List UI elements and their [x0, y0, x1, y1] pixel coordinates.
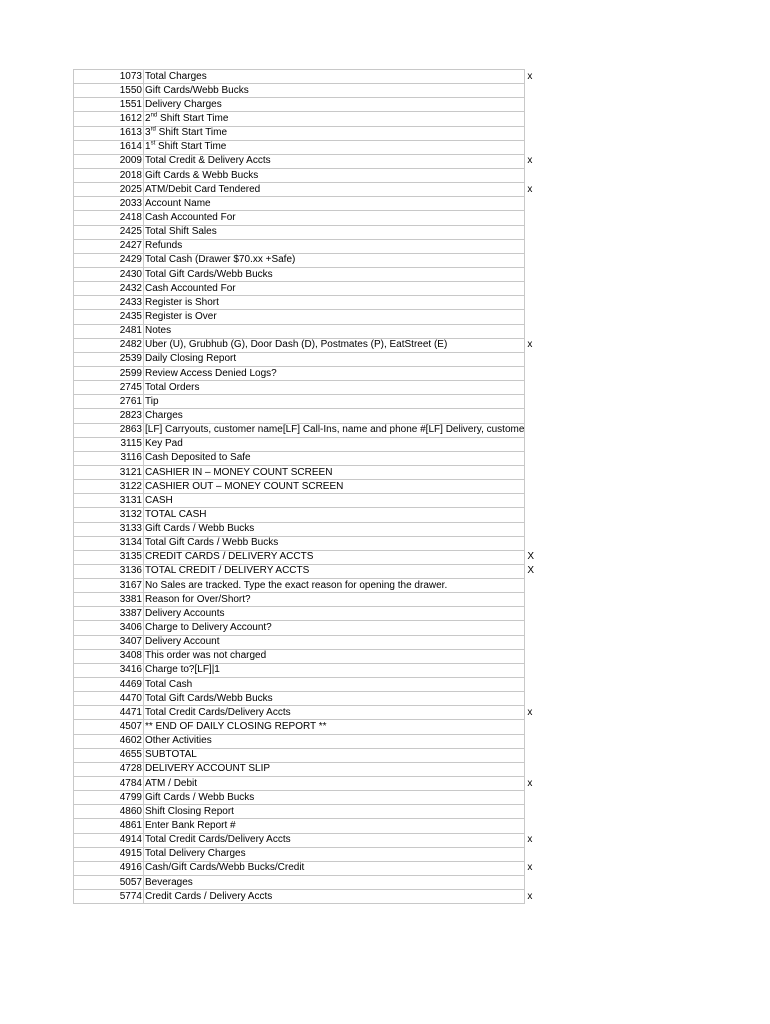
table-row — [74, 338, 566, 352]
row-id-cell: 2435 — [74, 310, 144, 324]
table-row — [74, 663, 566, 677]
row-flag-cell — [525, 508, 566, 522]
row-label-cell — [144, 140, 525, 154]
row-label-cell: Register is Short — [144, 296, 525, 310]
label-rest: Shift Start Time — [157, 112, 229, 124]
row-id-cell: 4507 — [74, 720, 144, 734]
row-label-cell: TOTAL CASH — [144, 508, 525, 522]
row-id-cell: 4916 — [74, 861, 144, 875]
row-id-cell: 4470 — [74, 692, 144, 706]
row-id-cell: 2433 — [74, 296, 144, 310]
row-flag-cell — [525, 692, 566, 706]
row-id-cell: 3131 — [74, 494, 144, 508]
row-label-cell: Daily Closing Report — [144, 352, 525, 366]
row-id-cell: 2018 — [74, 168, 144, 182]
table-row — [74, 282, 566, 296]
row-label-cell: Review Access Denied Logs? — [144, 366, 525, 380]
table-row — [74, 70, 566, 84]
row-flag-cell — [525, 593, 566, 607]
label-rest: Shift Start Time — [155, 127, 228, 139]
row-id-cell: 2033 — [74, 197, 144, 211]
row-id-cell: 3135 — [74, 550, 144, 564]
row-flag-cell: x — [525, 890, 566, 904]
table-row — [74, 536, 566, 550]
row-label-cell: Total Charges — [144, 70, 525, 84]
label-rest: Shift Start Time — [155, 141, 227, 153]
row-label-cell: Total Orders — [144, 381, 525, 395]
row-flag-cell — [525, 465, 566, 479]
row-flag-cell — [525, 282, 566, 296]
row-flag-cell — [525, 847, 566, 861]
table-row — [74, 720, 566, 734]
row-flag-cell — [525, 451, 566, 465]
table-row — [74, 423, 566, 437]
row-flag-cell — [525, 168, 566, 182]
row-flag-cell — [525, 225, 566, 239]
row-flag-cell — [525, 98, 566, 112]
row-id-cell: 4471 — [74, 706, 144, 720]
table-row — [74, 833, 566, 847]
table-row — [74, 762, 566, 776]
row-id-cell: 4914 — [74, 833, 144, 847]
table-row — [74, 84, 566, 98]
ordinal-number: 3 — [145, 127, 151, 139]
row-id-cell: 3121 — [74, 465, 144, 479]
row-flag-cell — [525, 395, 566, 409]
table-row — [74, 437, 566, 451]
row-label-cell: Uber (U), Grubhub (G), Door Dash (D), Postmates (P), EatStreet (E) — [144, 338, 525, 352]
row-label-cell: Total Shift Sales — [144, 225, 525, 239]
row-flag-cell — [525, 239, 566, 253]
row-id-cell: 2429 — [74, 253, 144, 267]
row-id-cell: 4861 — [74, 819, 144, 833]
row-id-cell: 4728 — [74, 762, 144, 776]
row-label-cell: Total Gift Cards / Webb Bucks — [144, 536, 525, 550]
table-row — [74, 480, 566, 494]
table-row — [74, 465, 566, 479]
row-flag-cell — [525, 607, 566, 621]
table-row — [74, 310, 566, 324]
row-label-cell — [144, 126, 525, 140]
row-label-cell: Delivery Charges — [144, 98, 525, 112]
row-flag-cell: x — [525, 777, 566, 791]
row-flag-cell — [525, 579, 566, 593]
table-row — [74, 395, 566, 409]
row-flag-cell — [525, 480, 566, 494]
table-row — [74, 621, 566, 635]
row-flag-cell — [525, 635, 566, 649]
row-id-cell: 2599 — [74, 366, 144, 380]
row-flag-cell — [525, 649, 566, 663]
row-flag-cell — [525, 409, 566, 423]
string-id-table — [73, 69, 565, 904]
row-id-cell: 4915 — [74, 847, 144, 861]
row-label-cell — [144, 112, 525, 126]
table-row — [74, 267, 566, 281]
row-label-cell: Total Credit Cards/Delivery Accts — [144, 706, 525, 720]
row-flag-cell — [525, 253, 566, 267]
row-id-cell: 5057 — [74, 876, 144, 890]
row-flag-cell — [525, 324, 566, 338]
row-flag-cell — [525, 748, 566, 762]
row-label-cell: ** END OF DAILY CLOSING REPORT ** — [144, 720, 525, 734]
row-flag-cell — [525, 267, 566, 281]
ordinal-suffix: nd — [150, 112, 158, 119]
ordinal-number: 2 — [145, 112, 151, 124]
row-flag-cell — [525, 296, 566, 310]
row-label-cell: Key Pad — [144, 437, 525, 451]
table-row — [74, 706, 566, 720]
row-flag-cell: x — [525, 154, 566, 168]
row-id-cell: 3387 — [74, 607, 144, 621]
row-label-cell: No Sales are tracked. Type the exact reason for opening the drawer. — [144, 579, 525, 593]
row-id-cell: 3133 — [74, 522, 144, 536]
row-id-cell: 1073 — [74, 70, 144, 84]
table-row — [74, 890, 566, 904]
row-id-cell: 3416 — [74, 663, 144, 677]
table-row — [74, 635, 566, 649]
row-id-cell: 3381 — [74, 593, 144, 607]
table-row — [74, 593, 566, 607]
row-flag-cell — [525, 805, 566, 819]
row-flag-cell — [525, 423, 566, 437]
table-row — [74, 168, 566, 182]
row-id-cell: 1614 — [74, 140, 144, 154]
table-row — [74, 409, 566, 423]
table-row — [74, 126, 566, 140]
table-row — [74, 225, 566, 239]
row-label-cell: CASHIER OUT – MONEY COUNT SCREEN — [144, 480, 525, 494]
row-label-cell: Total Cash (Drawer $70.xx +Safe) — [144, 253, 525, 267]
row-label-cell: Gift Cards & Webb Bucks — [144, 168, 525, 182]
row-flag-cell — [525, 791, 566, 805]
row-flag-cell — [525, 536, 566, 550]
table-row — [74, 239, 566, 253]
row-label-cell: Cash Accounted For — [144, 282, 525, 296]
row-id-cell: 2761 — [74, 395, 144, 409]
table-row — [74, 564, 566, 578]
row-flag-cell — [525, 522, 566, 536]
table-row — [74, 791, 566, 805]
row-flag-cell — [525, 381, 566, 395]
table-row — [74, 692, 566, 706]
table-row — [74, 508, 566, 522]
row-label-cell: Gift Cards / Webb Bucks — [144, 522, 525, 536]
table-row — [74, 112, 566, 126]
row-flag-cell — [525, 663, 566, 677]
row-id-cell: 3115 — [74, 437, 144, 451]
table-row — [74, 805, 566, 819]
row-flag-cell — [525, 211, 566, 225]
row-id-cell: 3122 — [74, 480, 144, 494]
row-flag-cell — [525, 197, 566, 211]
row-id-cell: 2432 — [74, 282, 144, 296]
table-row — [74, 607, 566, 621]
row-label-cell: ATM / Debit — [144, 777, 525, 791]
table-row — [74, 678, 566, 692]
row-id-cell: 2418 — [74, 211, 144, 225]
table-row — [74, 183, 566, 197]
row-label-cell: Gift Cards / Webb Bucks — [144, 791, 525, 805]
row-flag-cell — [525, 762, 566, 776]
row-label-cell: TOTAL CREDIT / DELIVERY ACCTS — [144, 564, 525, 578]
row-id-cell: 3167 — [74, 579, 144, 593]
table-row — [74, 366, 566, 380]
table-row — [74, 734, 566, 748]
row-label-cell: [LF] Carryouts, customer name[LF] Call-Ins, name and phone #[LF] Delivery, custome — [144, 423, 525, 437]
row-label-cell: Cash Accounted For — [144, 211, 525, 225]
row-label-cell: SUBTOTAL — [144, 748, 525, 762]
table-row — [74, 352, 566, 366]
row-id-cell: 3116 — [74, 451, 144, 465]
row-label-cell: Total Gift Cards/Webb Bucks — [144, 692, 525, 706]
row-flag-cell — [525, 494, 566, 508]
row-id-cell: 2481 — [74, 324, 144, 338]
table-row — [74, 876, 566, 890]
row-id-cell: 1551 — [74, 98, 144, 112]
table-row — [74, 847, 566, 861]
table-row — [74, 819, 566, 833]
row-label-cell: CREDIT CARDS / DELIVERY ACCTS — [144, 550, 525, 564]
row-id-cell: 2430 — [74, 267, 144, 281]
row-id-cell: 3406 — [74, 621, 144, 635]
row-id-cell: 2539 — [74, 352, 144, 366]
row-label-cell: Total Credit Cards/Delivery Accts — [144, 833, 525, 847]
row-flag-cell — [525, 140, 566, 154]
row-flag-cell — [525, 678, 566, 692]
row-label-cell: Register is Over — [144, 310, 525, 324]
row-id-cell: 1612 — [74, 112, 144, 126]
row-label-cell: Gift Cards/Webb Bucks — [144, 84, 525, 98]
row-label-cell: Delivery Account — [144, 635, 525, 649]
row-id-cell: 2009 — [74, 154, 144, 168]
table-row — [74, 522, 566, 536]
row-label-cell: Total Delivery Charges — [144, 847, 525, 861]
table-row — [74, 211, 566, 225]
row-flag-cell — [525, 621, 566, 635]
row-flag-cell — [525, 352, 566, 366]
row-label-cell: Reason for Over/Short? — [144, 593, 525, 607]
row-label-cell: Account Name — [144, 197, 525, 211]
row-label-cell: DELIVERY ACCOUNT SLIP — [144, 762, 525, 776]
row-id-cell: 4860 — [74, 805, 144, 819]
row-flag-cell — [525, 310, 566, 324]
row-id-cell: 4799 — [74, 791, 144, 805]
row-id-cell: 3408 — [74, 649, 144, 663]
row-flag-cell — [525, 126, 566, 140]
row-flag-cell — [525, 819, 566, 833]
row-flag-cell: x — [525, 183, 566, 197]
row-flag-cell — [525, 734, 566, 748]
row-id-cell: 1613 — [74, 126, 144, 140]
row-flag-cell — [525, 366, 566, 380]
row-id-cell: 4469 — [74, 678, 144, 692]
row-label-cell: CASH — [144, 494, 525, 508]
row-label-cell: Cash/Gift Cards/Webb Bucks/Credit — [144, 861, 525, 875]
row-label-cell: Total Credit & Delivery Accts — [144, 154, 525, 168]
table-row — [74, 649, 566, 663]
table-row — [74, 451, 566, 465]
row-flag-cell: x — [525, 861, 566, 875]
row-label-cell: CASHIER IN – MONEY COUNT SCREEN — [144, 465, 525, 479]
row-label-cell: This order was not charged — [144, 649, 525, 663]
ordinal-suffix: st — [150, 140, 156, 147]
row-id-cell: 2482 — [74, 338, 144, 352]
row-id-cell: 3136 — [74, 564, 144, 578]
row-id-cell: 3132 — [74, 508, 144, 522]
row-label-cell: Total Cash — [144, 678, 525, 692]
row-label-cell: Other Activities — [144, 734, 525, 748]
row-flag-cell: X — [525, 564, 566, 578]
table-row — [74, 140, 566, 154]
row-id-cell: 2745 — [74, 381, 144, 395]
row-id-cell: 3407 — [74, 635, 144, 649]
row-label-cell: Charges — [144, 409, 525, 423]
ordinal-number: 1 — [145, 141, 151, 153]
row-label-cell: Charge to?[LF]|1 — [144, 663, 525, 677]
row-flag-cell: x — [525, 338, 566, 352]
row-label-cell: Charge to Delivery Account? — [144, 621, 525, 635]
row-label-cell: Refunds — [144, 239, 525, 253]
row-id-cell: 2863 — [74, 423, 144, 437]
row-flag-cell — [525, 720, 566, 734]
row-id-cell: 4602 — [74, 734, 144, 748]
table-row — [74, 381, 566, 395]
table-row — [74, 777, 566, 791]
row-label-cell: Cash Deposited to Safe — [144, 451, 525, 465]
table-row — [74, 324, 566, 338]
row-id-cell: 4784 — [74, 777, 144, 791]
table-row — [74, 98, 566, 112]
row-id-cell: 1550 — [74, 84, 144, 98]
row-label-cell: Tip — [144, 395, 525, 409]
table-row — [74, 550, 566, 564]
table-row — [74, 253, 566, 267]
row-label-cell: Delivery Accounts — [144, 607, 525, 621]
row-flag-cell — [525, 112, 566, 126]
table-row — [74, 748, 566, 762]
row-label-cell: Beverages — [144, 876, 525, 890]
table-row — [74, 494, 566, 508]
row-id-cell: 2823 — [74, 409, 144, 423]
row-flag-cell — [525, 876, 566, 890]
row-flag-cell — [525, 84, 566, 98]
row-label-cell: ATM/Debit Card Tendered — [144, 183, 525, 197]
row-flag-cell: x — [525, 833, 566, 847]
table-row — [74, 154, 566, 168]
row-id-cell: 2025 — [74, 183, 144, 197]
table-body — [74, 70, 566, 904]
row-label-cell: Credit Cards / Delivery Accts — [144, 890, 525, 904]
row-id-cell: 2427 — [74, 239, 144, 253]
row-id-cell: 2425 — [74, 225, 144, 239]
row-flag-cell: x — [525, 706, 566, 720]
row-label-cell: Notes — [144, 324, 525, 338]
row-id-cell: 5774 — [74, 890, 144, 904]
row-flag-cell: X — [525, 550, 566, 564]
row-label-cell: Total Gift Cards/Webb Bucks — [144, 267, 525, 281]
table-row — [74, 296, 566, 310]
row-flag-cell: x — [525, 70, 566, 84]
table-row — [74, 861, 566, 875]
row-label-cell: Enter Bank Report # — [144, 819, 525, 833]
table-row — [74, 197, 566, 211]
row-id-cell: 3134 — [74, 536, 144, 550]
row-label-cell: Shift Closing Report — [144, 805, 525, 819]
row-flag-cell — [525, 437, 566, 451]
table-row — [74, 579, 566, 593]
row-id-cell: 4655 — [74, 748, 144, 762]
ordinal-suffix: rd — [150, 126, 156, 133]
